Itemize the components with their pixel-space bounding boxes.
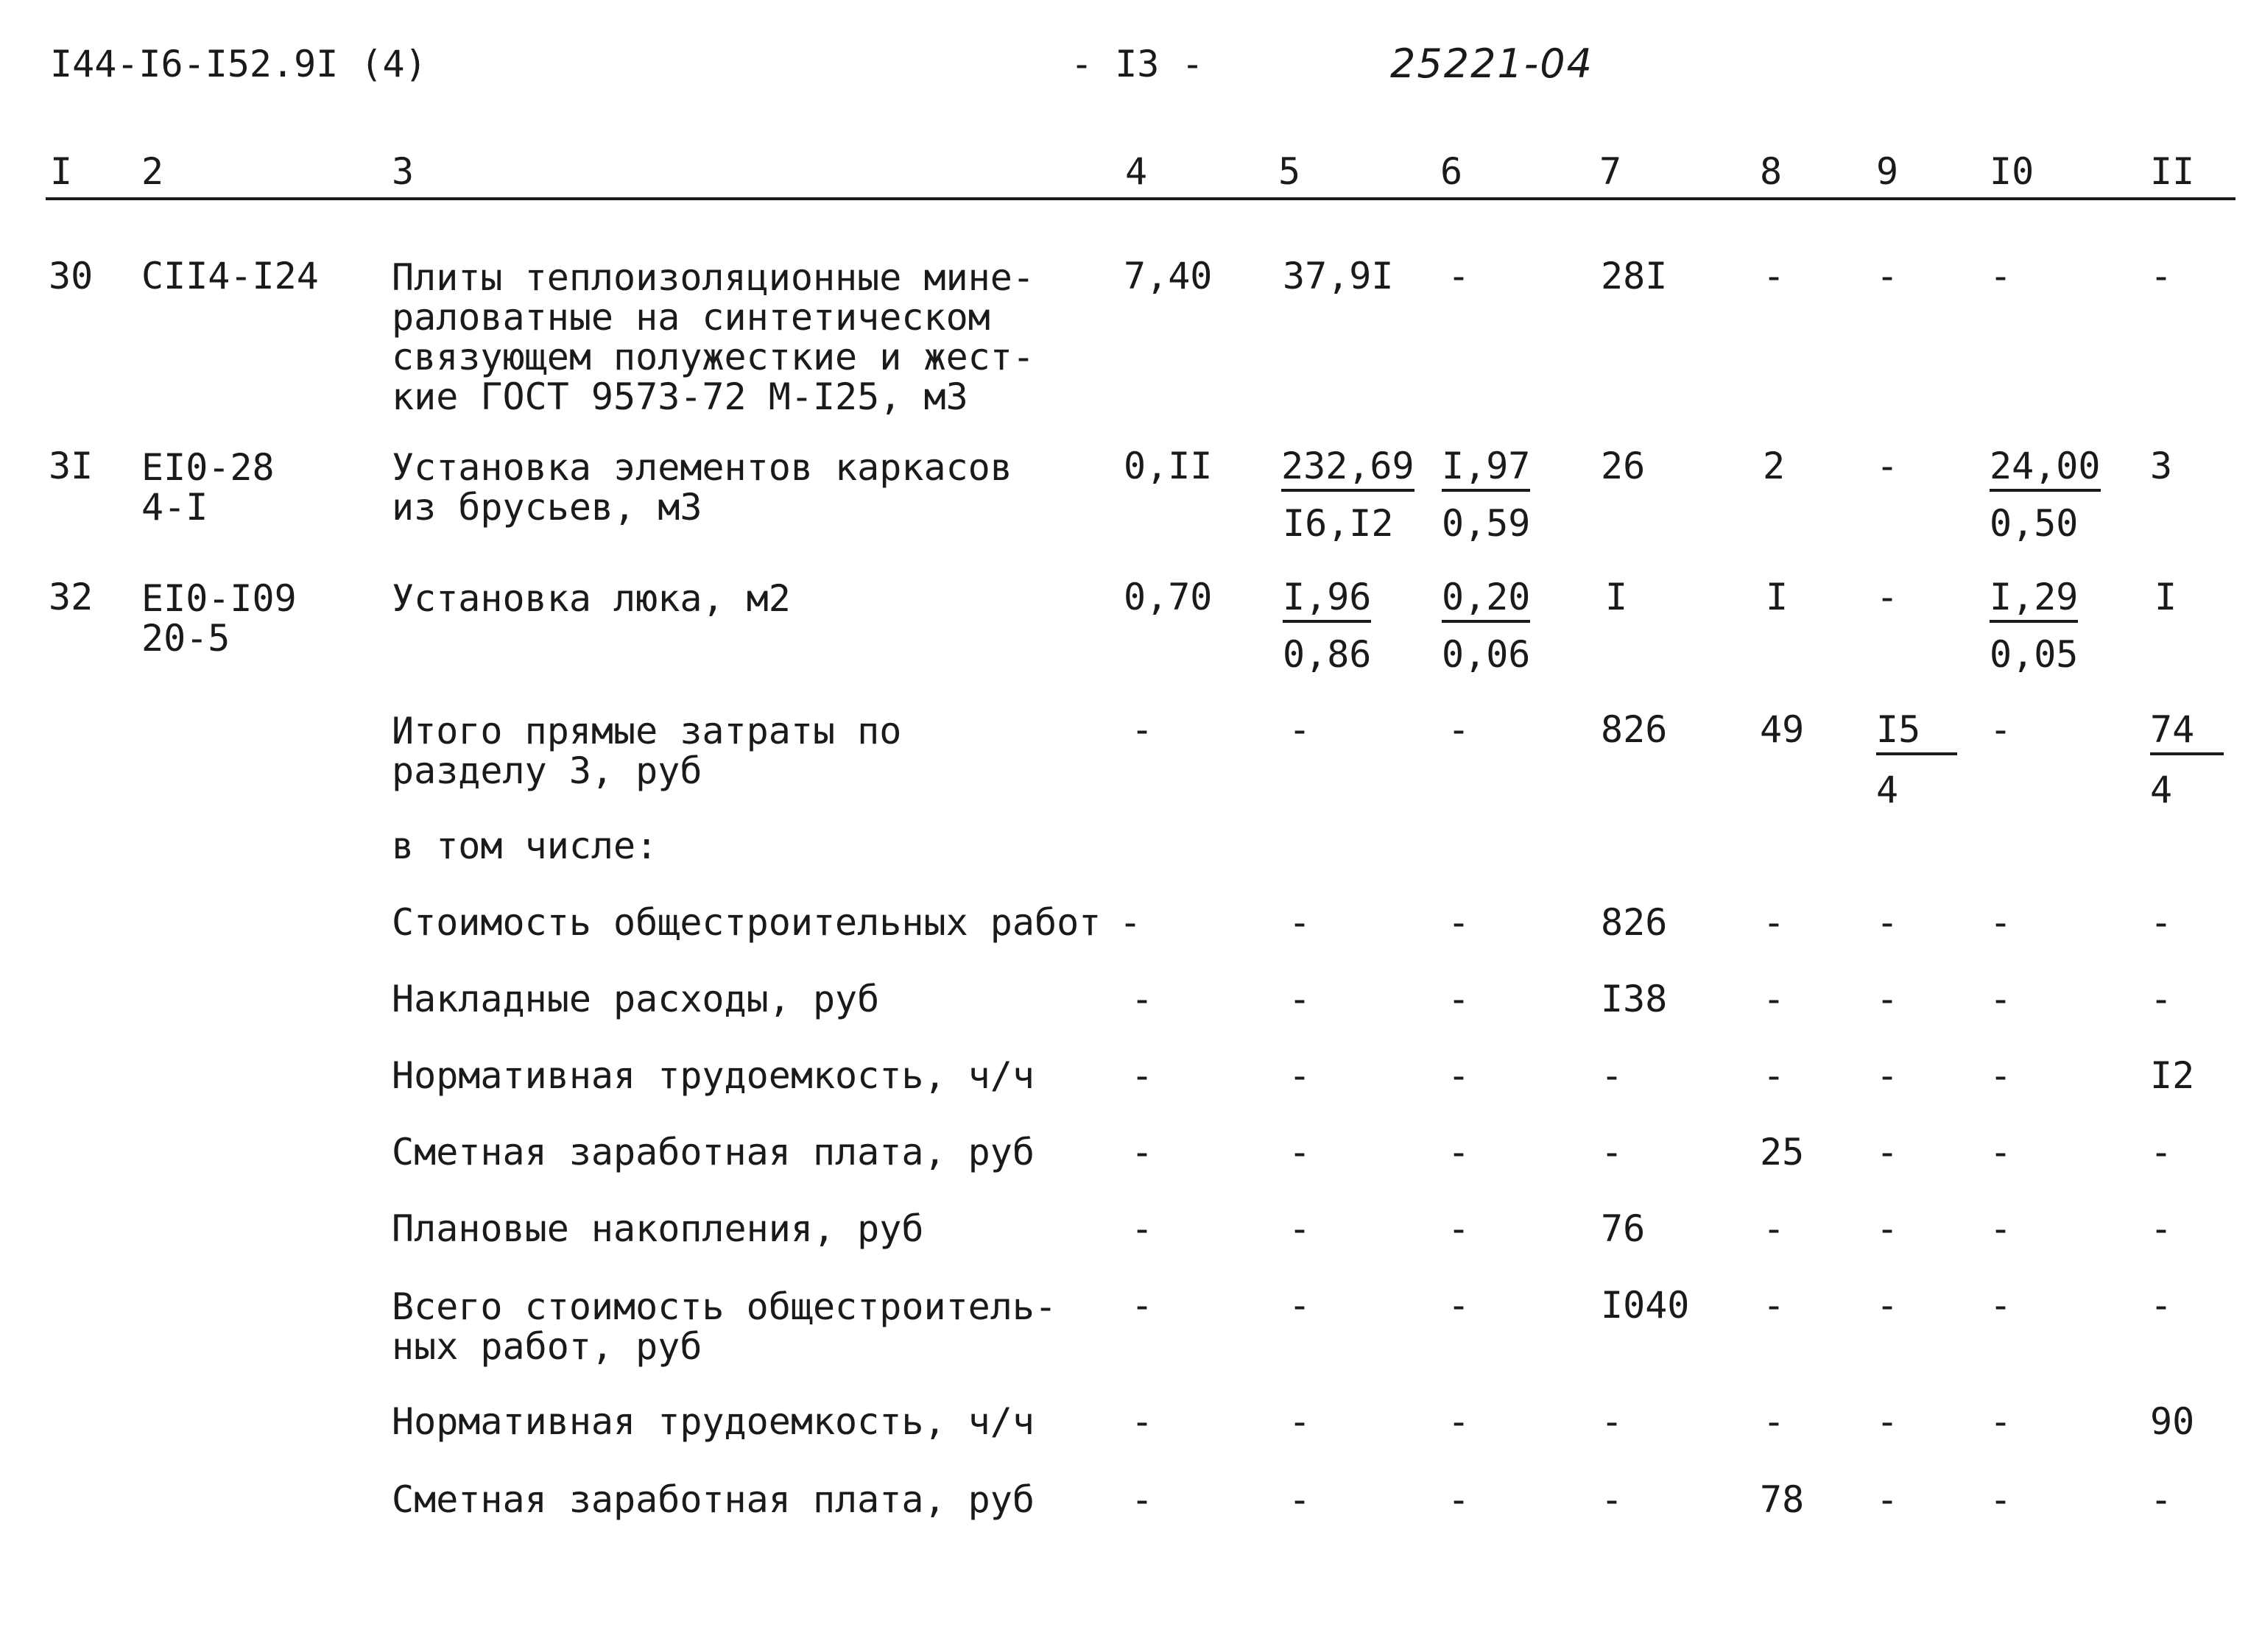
cell-c6: - (1448, 901, 1470, 944)
cell-c9: - (1876, 255, 1899, 297)
cell-c9: - (1876, 1478, 1899, 1521)
cell-c10: - (1990, 1207, 2012, 1250)
cell-c10: - (1990, 255, 2012, 297)
row-description: Итого прямые затраты по разделу 3, руб (392, 710, 902, 792)
row-code: CII4-I24 (141, 255, 319, 297)
cell-c4: 0,II (1124, 445, 1213, 487)
row-description: Плановые накопления, руб (392, 1207, 924, 1250)
cell-c11-denominator: 4 (2150, 769, 2173, 811)
cell-c4: - (1131, 1478, 1154, 1521)
cell-c8: 2 (1763, 445, 1786, 487)
cell-c9: - (1876, 901, 1899, 944)
cell-c10: - (1990, 1478, 2012, 1521)
cell-c6: - (1448, 708, 1470, 751)
cell-c6: - (1448, 1131, 1470, 1173)
cell-c6-denominator: 0,59 (1442, 502, 1531, 545)
cell-c5: - (1289, 708, 1311, 751)
cell-c8: 78 (1760, 1478, 1805, 1521)
cell-c11-numerator: 74 (2150, 711, 2224, 755)
cell-c6: - (1448, 1207, 1470, 1250)
cell-c4: 0,70 (1124, 576, 1213, 618)
row-code: EI0-I09 20-5 (141, 577, 297, 660)
row-description: Всего стоимость общестроитель- ных работ, руб (392, 1285, 1057, 1368)
cell-c11: - (2150, 1131, 2173, 1173)
cell-c9-numerator: I5 (1876, 711, 1957, 755)
cell-c10: - (1990, 901, 2012, 944)
cell-c9: - (1876, 978, 1899, 1020)
row-number: 30 (49, 255, 94, 297)
cell-c5: - (1289, 1478, 1311, 1521)
col-header-1: I (50, 150, 73, 193)
cell-c9: - (1876, 1207, 1899, 1250)
cell-c9-denominator: 4 (1876, 769, 1899, 811)
col-header-11: II (2150, 150, 2195, 193)
col-header-6: 6 (1440, 150, 1463, 193)
cell-c11: - (2150, 901, 2173, 944)
cell-c7: - (1601, 1400, 1624, 1443)
cell-c4: - (1119, 901, 1142, 944)
cell-c8: - (1763, 255, 1786, 297)
cell-c5: - (1289, 1131, 1311, 1173)
cell-c7: I38 (1601, 978, 1668, 1020)
cell-c9: - (1876, 1400, 1899, 1443)
row-description: Сметная заработная плата, руб (392, 1131, 1035, 1173)
handwritten-number: 25221-04 (1390, 40, 1593, 87)
cell-c6: - (1448, 1054, 1470, 1097)
cell-c4: - (1131, 708, 1154, 751)
cell-c5-numerator: I,96 (1283, 579, 1371, 623)
cell-c8: - (1763, 901, 1786, 944)
cell-c11: - (2150, 1284, 2173, 1327)
cell-c8: 25 (1760, 1131, 1805, 1173)
cell-c9: - (1876, 1054, 1899, 1097)
cell-c9: - (1876, 1284, 1899, 1327)
cell-c5: - (1289, 978, 1311, 1020)
cell-c6: - (1448, 1400, 1470, 1443)
cell-c8: I (1766, 576, 1789, 618)
cell-c7: 826 (1601, 901, 1668, 944)
cell-c4: - (1131, 1131, 1154, 1173)
cell-c6-numerator: 0,20 (1442, 579, 1530, 623)
cell-c8: - (1763, 978, 1786, 1020)
col-header-7: 7 (1599, 150, 1622, 193)
cell-c7: - (1601, 1054, 1624, 1097)
cell-c4: - (1131, 1400, 1154, 1443)
cell-c11: I2 (2150, 1054, 2195, 1097)
cell-c7: 28I (1601, 255, 1668, 297)
cell-c6: - (1448, 978, 1470, 1020)
cell-c7: 26 (1601, 445, 1646, 487)
cell-c10: - (1990, 978, 2012, 1020)
col-header-4: 4 (1125, 150, 1148, 193)
row-number: 3I (49, 445, 94, 487)
cell-c9: - (1876, 1131, 1899, 1173)
cell-c4: - (1131, 1207, 1154, 1250)
col-header-2: 2 (141, 150, 164, 193)
cell-c8: 49 (1760, 708, 1805, 751)
page-number: - I3 - (1071, 43, 1204, 85)
cell-c7: - (1601, 1478, 1624, 1521)
row-description: Нормативная трудоемкость, ч/ч (392, 1054, 1035, 1097)
cell-c10: - (1990, 708, 2012, 751)
cell-c10-denominator: 0,05 (1990, 633, 2079, 676)
row-description: Стоимость общестроительных работ (392, 901, 1102, 944)
cell-c5: - (1289, 1054, 1311, 1097)
cell-c11: - (2150, 1478, 2173, 1521)
cell-c7: 826 (1601, 708, 1668, 751)
cell-c11: 3 (2150, 445, 2173, 487)
doc-code: I44-I6-I52.9I (4) (50, 43, 427, 85)
cell-c6: - (1448, 1284, 1470, 1327)
cell-c4: - (1131, 978, 1154, 1020)
cell-c7: - (1601, 1131, 1624, 1173)
cell-c5: - (1289, 1207, 1311, 1250)
cell-c9: - (1876, 576, 1899, 618)
cell-c5-denominator: 0,86 (1283, 633, 1372, 676)
cell-c5-denominator: I6,I2 (1283, 502, 1394, 545)
cell-c11: - (2150, 978, 2173, 1020)
cell-c7: I (1605, 576, 1628, 618)
cell-c4: - (1131, 1284, 1154, 1327)
cell-c8: - (1763, 1207, 1786, 1250)
cell-c8: - (1763, 1054, 1786, 1097)
cell-c7: I040 (1601, 1284, 1690, 1327)
cell-c10: - (1990, 1054, 2012, 1097)
cell-c4: 7,40 (1124, 255, 1213, 297)
including-label: в том числе: (392, 825, 658, 867)
cell-c9: - (1876, 445, 1899, 487)
row-description: Установка элементов каркасов из брусьев, м3 (392, 446, 1012, 529)
row-description: Установка люка, м2 (392, 577, 791, 620)
cell-c10-denominator: 0,50 (1990, 502, 2079, 545)
cell-c5: - (1289, 901, 1311, 944)
cell-c5: - (1289, 1400, 1311, 1443)
cell-c10: - (1990, 1284, 2012, 1327)
header-rule (46, 197, 2235, 200)
cell-c10: - (1990, 1131, 2012, 1173)
cell-c10-numerator: I,29 (1990, 579, 2078, 623)
row-description: Сметная заработная плата, руб (392, 1478, 1035, 1521)
cell-c6: - (1448, 1478, 1470, 1521)
cell-c11: 90 (2150, 1400, 2195, 1443)
col-header-10: I0 (1990, 150, 2034, 193)
cell-c7: 76 (1601, 1207, 1646, 1250)
cell-c4: - (1131, 1054, 1154, 1097)
col-header-5: 5 (1278, 150, 1301, 193)
col-header-9: 9 (1876, 150, 1899, 193)
row-number: 32 (49, 576, 94, 618)
cell-c6-denominator: 0,06 (1442, 633, 1531, 676)
cell-c6: - (1448, 255, 1470, 297)
cell-c6-numerator: I,97 (1442, 448, 1530, 492)
cell-c10: - (1990, 1400, 2012, 1443)
cell-c5-numerator: 232,69 (1281, 448, 1414, 492)
cell-c11: - (2150, 255, 2173, 297)
col-header-3: 3 (392, 150, 415, 193)
cell-c8: - (1763, 1284, 1786, 1327)
row-description: Накладные расходы, руб (392, 978, 880, 1020)
cell-c11: I (2154, 576, 2177, 618)
cell-c10-numerator: 24,00 (1990, 448, 2101, 492)
cell-c8: - (1763, 1400, 1786, 1443)
col-header-8: 8 (1760, 150, 1783, 193)
cell-c5: 37,9I (1283, 255, 1394, 297)
cell-c5: - (1289, 1284, 1311, 1327)
row-description: Плиты теплоизоляционные мине- раловатные на синтетическом связующем полужесткие и жест- кие ГОСТ 9573-72 М-I25, м3 (392, 256, 1035, 418)
row-description: Нормативная трудоемкость, ч/ч (392, 1400, 1035, 1443)
row-code: EI0-28 4-I (141, 446, 275, 529)
cell-c11: - (2150, 1207, 2173, 1250)
